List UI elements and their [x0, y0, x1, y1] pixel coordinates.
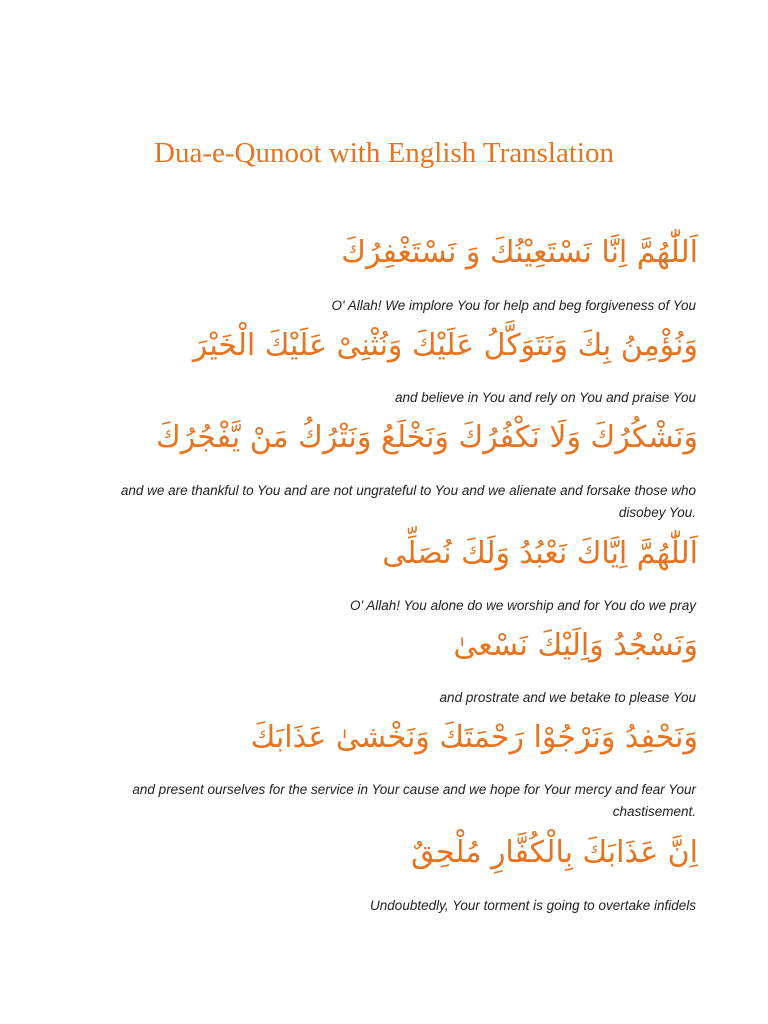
verse-5-arabic: وَنَسْجُدُ وَاِلَيْكَ نَسْعىٰ [453, 628, 698, 663]
page-title: Dua-e-Qunoot with English Translation [154, 137, 614, 169]
verse-1-translation: O' Allah! We implore You for help and beg forgiveness of You [331, 298, 696, 313]
verse-3-arabic: وَنَشْكُرُكَ وَلَا نَكْفُرُكَ وَنَخْلَعُ وَنَتْرُكُ مَنْ يَّفْجُرُكَ [156, 420, 698, 455]
verse-7-translation: Undoubtedly, Your torment is going to overtake infidels [370, 898, 696, 913]
verse-7-arabic: اِنَّ عَذَابَكَ بِالْكُفَّارِ مُلْحِقٌ [411, 835, 698, 870]
verse-6-translation: and present ourselves for the service in Your cause and we hope for Your mercy and fear Your chastisement. [132, 782, 696, 819]
verse-5-translation: and prostrate and we betake to please You [439, 690, 696, 705]
verse-2-arabic: وَنُؤْمِنُ بِكَ وَنَتَوَكَّلُ عَلَيْكَ وَنُثْنِىْ عَلَيْكَ الْخَيْرَ [192, 328, 698, 363]
verse-6-arabic: وَنَحْفِدُ وَنَرْجُوْا رَحْمَتَكَ وَنَخْشىٰ عَذَابَكَ [250, 720, 698, 755]
verse-3-translation: and we are thankful to You and are not ungrateful to You and we alienate and forsake those who disobey You. [120, 483, 696, 520]
verse-4-translation: O' Allah! You alone do we worship and for You do we pray [349, 598, 696, 613]
verse-4-arabic: اَللّٰهُمَّ اِيَّاكَ نَعْبُدُ وَلَكَ نُصَلِّى [382, 536, 698, 571]
verse-1-arabic: اَللّٰهُمَّ اِنَّا نَسْتَعِيْنُكَ وَ نَسْتَغْفِرُكَ [341, 235, 698, 270]
verse-2-translation: and believe in You and rely on You and praise You [394, 390, 696, 405]
